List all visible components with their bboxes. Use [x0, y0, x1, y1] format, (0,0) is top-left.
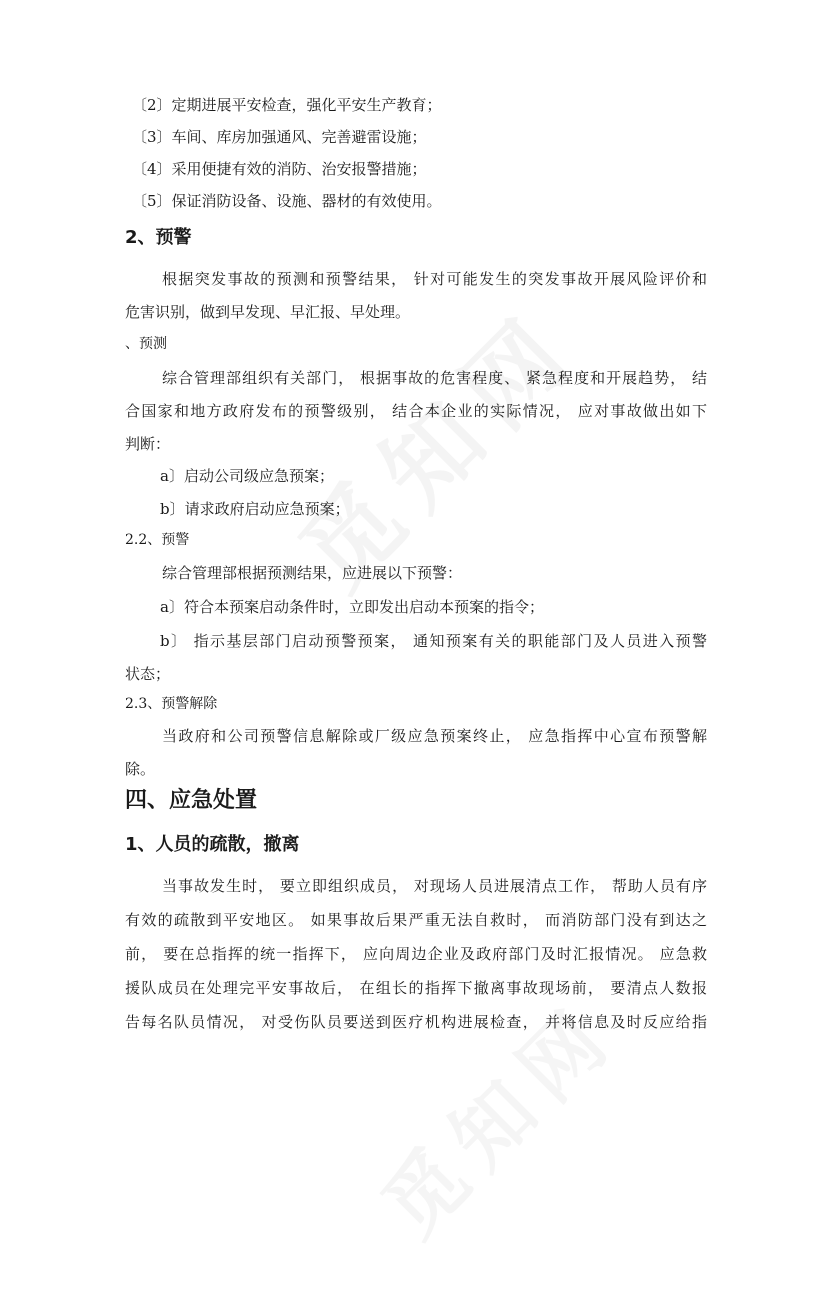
list-item-a: a〕符合本预案启动条件时，立即发出启动本预案的指令；: [160, 598, 544, 616]
paragraph-line: 当事故发生时， 要立即组织成员， 对现场人员进展清点工作， 帮助人员有序: [162, 877, 707, 895]
list-item-4: 〔4〕采用便捷有效的消防、治安报警措施；: [132, 160, 427, 178]
heading-warning: 2、预警: [125, 227, 192, 248]
paragraph-line: 合国家和地方政府发布的预警级别， 结合本企业的实际情况， 应对事故做出如下: [125, 402, 707, 420]
paragraph-line: 告每名队员情况， 对受伤队员要送到医疗机构进展检查， 并将信息及时反应给指: [125, 1013, 707, 1031]
list-item-b: b〕请求政府启动应急预案；: [160, 500, 350, 518]
list-item-5: 〔5〕保证消防设备、设施、器材的有效使用。: [132, 192, 442, 210]
paragraph-line: 有效的疏散到平安地区。 如果事故后果严重无法自救时， 而消防部门没有到达之: [125, 911, 707, 929]
paragraph-line: 综合管理部根据预测结果，应进展以下预警：: [162, 564, 463, 582]
list-item-3: 〔3〕车间、库房加强通风、完善避雷设施；: [132, 128, 427, 146]
paragraph-line: 判断：: [125, 435, 171, 453]
paragraph-line: 前， 要在总指挥的统一指挥下， 应向周边企业及政府部门及时汇报情况。 应急救: [125, 945, 707, 963]
paragraph-line: 危害识别，做到早发现、早汇报、早处理。: [125, 303, 411, 321]
paragraph-line: 状态；: [125, 665, 171, 683]
list-item-b: b〕 指示基层部门启动预警预案， 通知预案有关的职能部门及人员进入预警: [160, 632, 707, 650]
paragraph-line: 当政府和公司预警信息解除或厂级应急预案终止， 应急指挥中心宣布预警解: [162, 727, 707, 745]
paragraph-line: 综合管理部组织有关部门， 根据事故的危害程度、 紧急程度和开展趋势， 结: [162, 369, 707, 387]
paragraph-line: 根据突发事故的预测和预警结果， 针对可能发生的突发事故开展风险评价和: [162, 270, 707, 288]
paragraph-line: 援队成员在处理完平安事故后， 在组长的指挥下撤离事故现场前， 要清点人数报: [125, 979, 707, 997]
subheading-2-2: 2.2、预警: [125, 532, 190, 548]
list-item-a: a〕启动公司级应急预案；: [160, 467, 334, 485]
subheading-2-3: 2.3、预警解除: [125, 696, 218, 712]
paragraph-line: 除。: [125, 760, 156, 778]
section-heading-four: 四、应急处置: [125, 788, 258, 813]
subheading-forecast: 、预测: [125, 336, 167, 352]
heading-evacuation: 1、人员的疏散，撤离: [125, 834, 300, 855]
list-item-2: 〔2〕定期进展平安检查，强化平安生产教育；: [132, 96, 442, 114]
